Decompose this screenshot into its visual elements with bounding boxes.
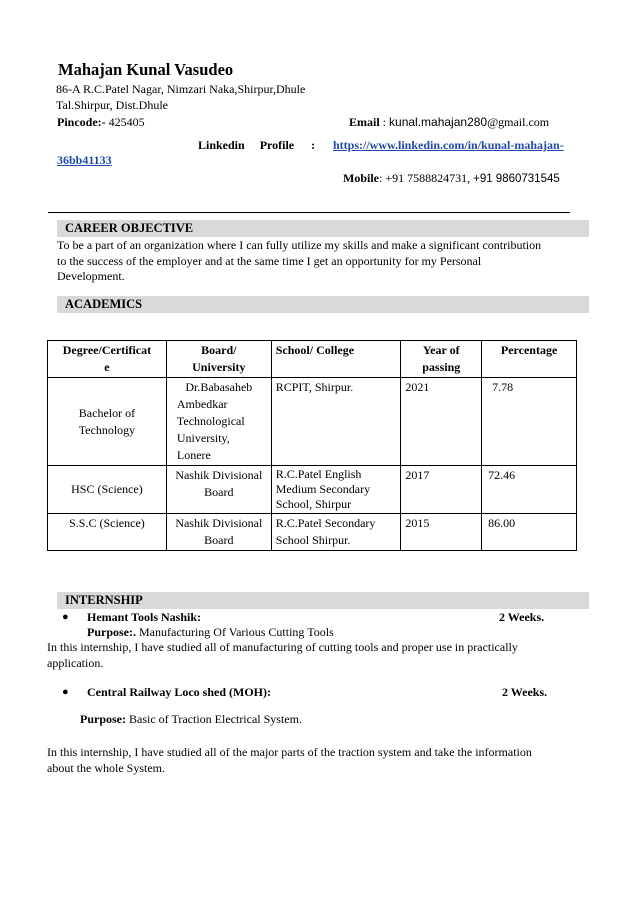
bullet-icon: ● (62, 611, 69, 623)
cell-school-line: Medium Secondary (275, 482, 371, 496)
linkedin-link-part2[interactable]: 36bb41133 (57, 153, 112, 167)
header-degree-line-1: Degree/Certificat (62, 343, 152, 357)
pincode-label: Pincode:- (57, 115, 106, 129)
cell-board-line: Technological (176, 414, 245, 428)
cell-year: 2015 (401, 514, 482, 551)
candidate-name: Mahajan Kunal Vasudeo (58, 60, 234, 79)
header-divider (48, 212, 570, 213)
cell-board-line: Board (204, 533, 234, 547)
cell-school-line: School Shirpur. (275, 533, 351, 547)
cell-board-line: University, (176, 431, 230, 445)
purpose-text: Basic of Traction Electrical System. (129, 712, 302, 726)
internship-1-desc-line-1: In this internship, I have studied all of manufacturing of cutting tools and proper use in practically (47, 640, 518, 654)
cell-degree-line: Bachelor of (78, 405, 136, 420)
internship-2-desc-line-1: In this internship, I have studied all of the major parts of the traction system and take the information (47, 745, 532, 759)
cell-school (271, 514, 401, 551)
linkedin-label-word2: Profile (259, 138, 295, 152)
mobile (343, 171, 560, 186)
header-percentage: Percentage (482, 341, 577, 378)
email-user[interactable]: kunal.mahajan280 (389, 115, 488, 129)
cell-board-line: Lonere (176, 448, 211, 462)
internship-1-duration: 2 Weeks. (499, 610, 545, 624)
header-board-line-1: Board/ (201, 343, 237, 357)
cell-degree-line: S.S.C (Science) (69, 516, 145, 530)
cell-year: 2017 (401, 466, 482, 514)
address-line-2: Tal.Shirpur, Dist.Dhule (56, 98, 169, 112)
cell-board (166, 514, 271, 551)
career-objective-text (57, 238, 579, 285)
mobile-value-2: +91 9860731545 (473, 173, 560, 185)
internship-1-title: Hemant Tools Nashik: (87, 610, 202, 624)
email-label: Email (349, 115, 380, 129)
cell-board (166, 466, 271, 514)
cell-percentage: 72.46 (482, 466, 577, 514)
cell-board-line: Nashik Divisional (175, 468, 263, 482)
career-objective-line-2: to the success of the employer and at the same time I get an opportunity for my Personal (57, 253, 482, 268)
address-line-1: 86-A R.C.Patel Nagar, Nimzari Naka,Shirpur,Dhule (56, 82, 306, 96)
email-domain[interactable]: @gmail.com (487, 115, 550, 129)
cell-degree (48, 378, 167, 466)
cell-board (166, 378, 271, 466)
internship-2-purpose (80, 712, 302, 727)
cell-school-line: RCPIT, Shirpur. (275, 380, 354, 394)
cell-school-line: School, Shirpur (275, 497, 352, 511)
purpose-label: Purpose:. (87, 625, 136, 639)
bullet-icon: ● (62, 686, 69, 698)
header-school: School/ College (271, 341, 401, 378)
header-year-line-2: passing (422, 360, 461, 374)
cell-school-line: R.C.Patel English (275, 467, 362, 481)
table-row (48, 466, 577, 514)
email (349, 115, 549, 130)
header-degree-line-2: e (104, 360, 110, 374)
internship-2-desc-line-2: about the whole System. (47, 761, 165, 775)
email-separator: : (382, 115, 387, 129)
mobile-value-1: : +91 7588824731, (379, 171, 471, 185)
purpose-label: Purpose: (80, 712, 126, 726)
mobile-label: Mobile (343, 171, 379, 185)
cell-degree-line: HSC (Science) (71, 482, 143, 496)
cell-school (271, 378, 401, 466)
cell-percentage: 86.00 (482, 514, 577, 551)
cell-board-line: Ambedkar (176, 397, 228, 411)
header-year (401, 341, 482, 378)
linkedin-separator: : (311, 138, 316, 152)
header-board (166, 341, 271, 378)
purpose-text: Manufacturing Of Various Cutting Tools (139, 625, 334, 639)
cell-percentage: 7.78 (482, 378, 577, 466)
linkedin-label (198, 138, 315, 153)
cell-school-line: R.C.Patel Secondary (275, 516, 376, 530)
cell-degree (48, 466, 167, 514)
header-degree (48, 341, 167, 378)
table-header-row (48, 341, 577, 378)
academics-table (47, 340, 577, 551)
linkedin-link-part1[interactable]: https://www.linkedin.com/in/kunal-mahajan- (333, 138, 564, 152)
cell-board-line: Board (204, 485, 234, 499)
career-objective-heading: CAREER OBJECTIVE (57, 220, 589, 237)
internship-heading: INTERNSHIP (57, 592, 589, 609)
cell-board-line: Nashik Divisional (175, 516, 263, 530)
internship-1-purpose (87, 625, 334, 640)
cell-school (271, 466, 401, 514)
cell-board-line: Dr.Babasaheb (185, 380, 253, 394)
table-row (48, 378, 577, 466)
career-objective-line-1: To be a part of an organization where I can fully utilize my skills and make a significant contribution (57, 238, 542, 252)
career-objective-line-3: Development. (57, 269, 125, 283)
cell-degree-line: Technology (78, 422, 136, 437)
cell-year: 2021 (401, 378, 482, 466)
linkedin-label-word1: Linkedin (198, 138, 245, 152)
internship-2-duration: 2 Weeks. (502, 685, 548, 699)
header-board-line-2: University (192, 360, 246, 374)
internship-2-title: Central Railway Loco shed (MOH): (87, 685, 271, 699)
cell-degree (48, 514, 167, 551)
internship-1-desc-line-2: application. (47, 656, 104, 670)
pincode (57, 115, 145, 130)
pincode-value: 425405 (108, 115, 145, 129)
header-year-line-1: Year of (422, 343, 460, 357)
table-row (48, 514, 577, 551)
academics-heading: ACADEMICS (57, 296, 589, 313)
